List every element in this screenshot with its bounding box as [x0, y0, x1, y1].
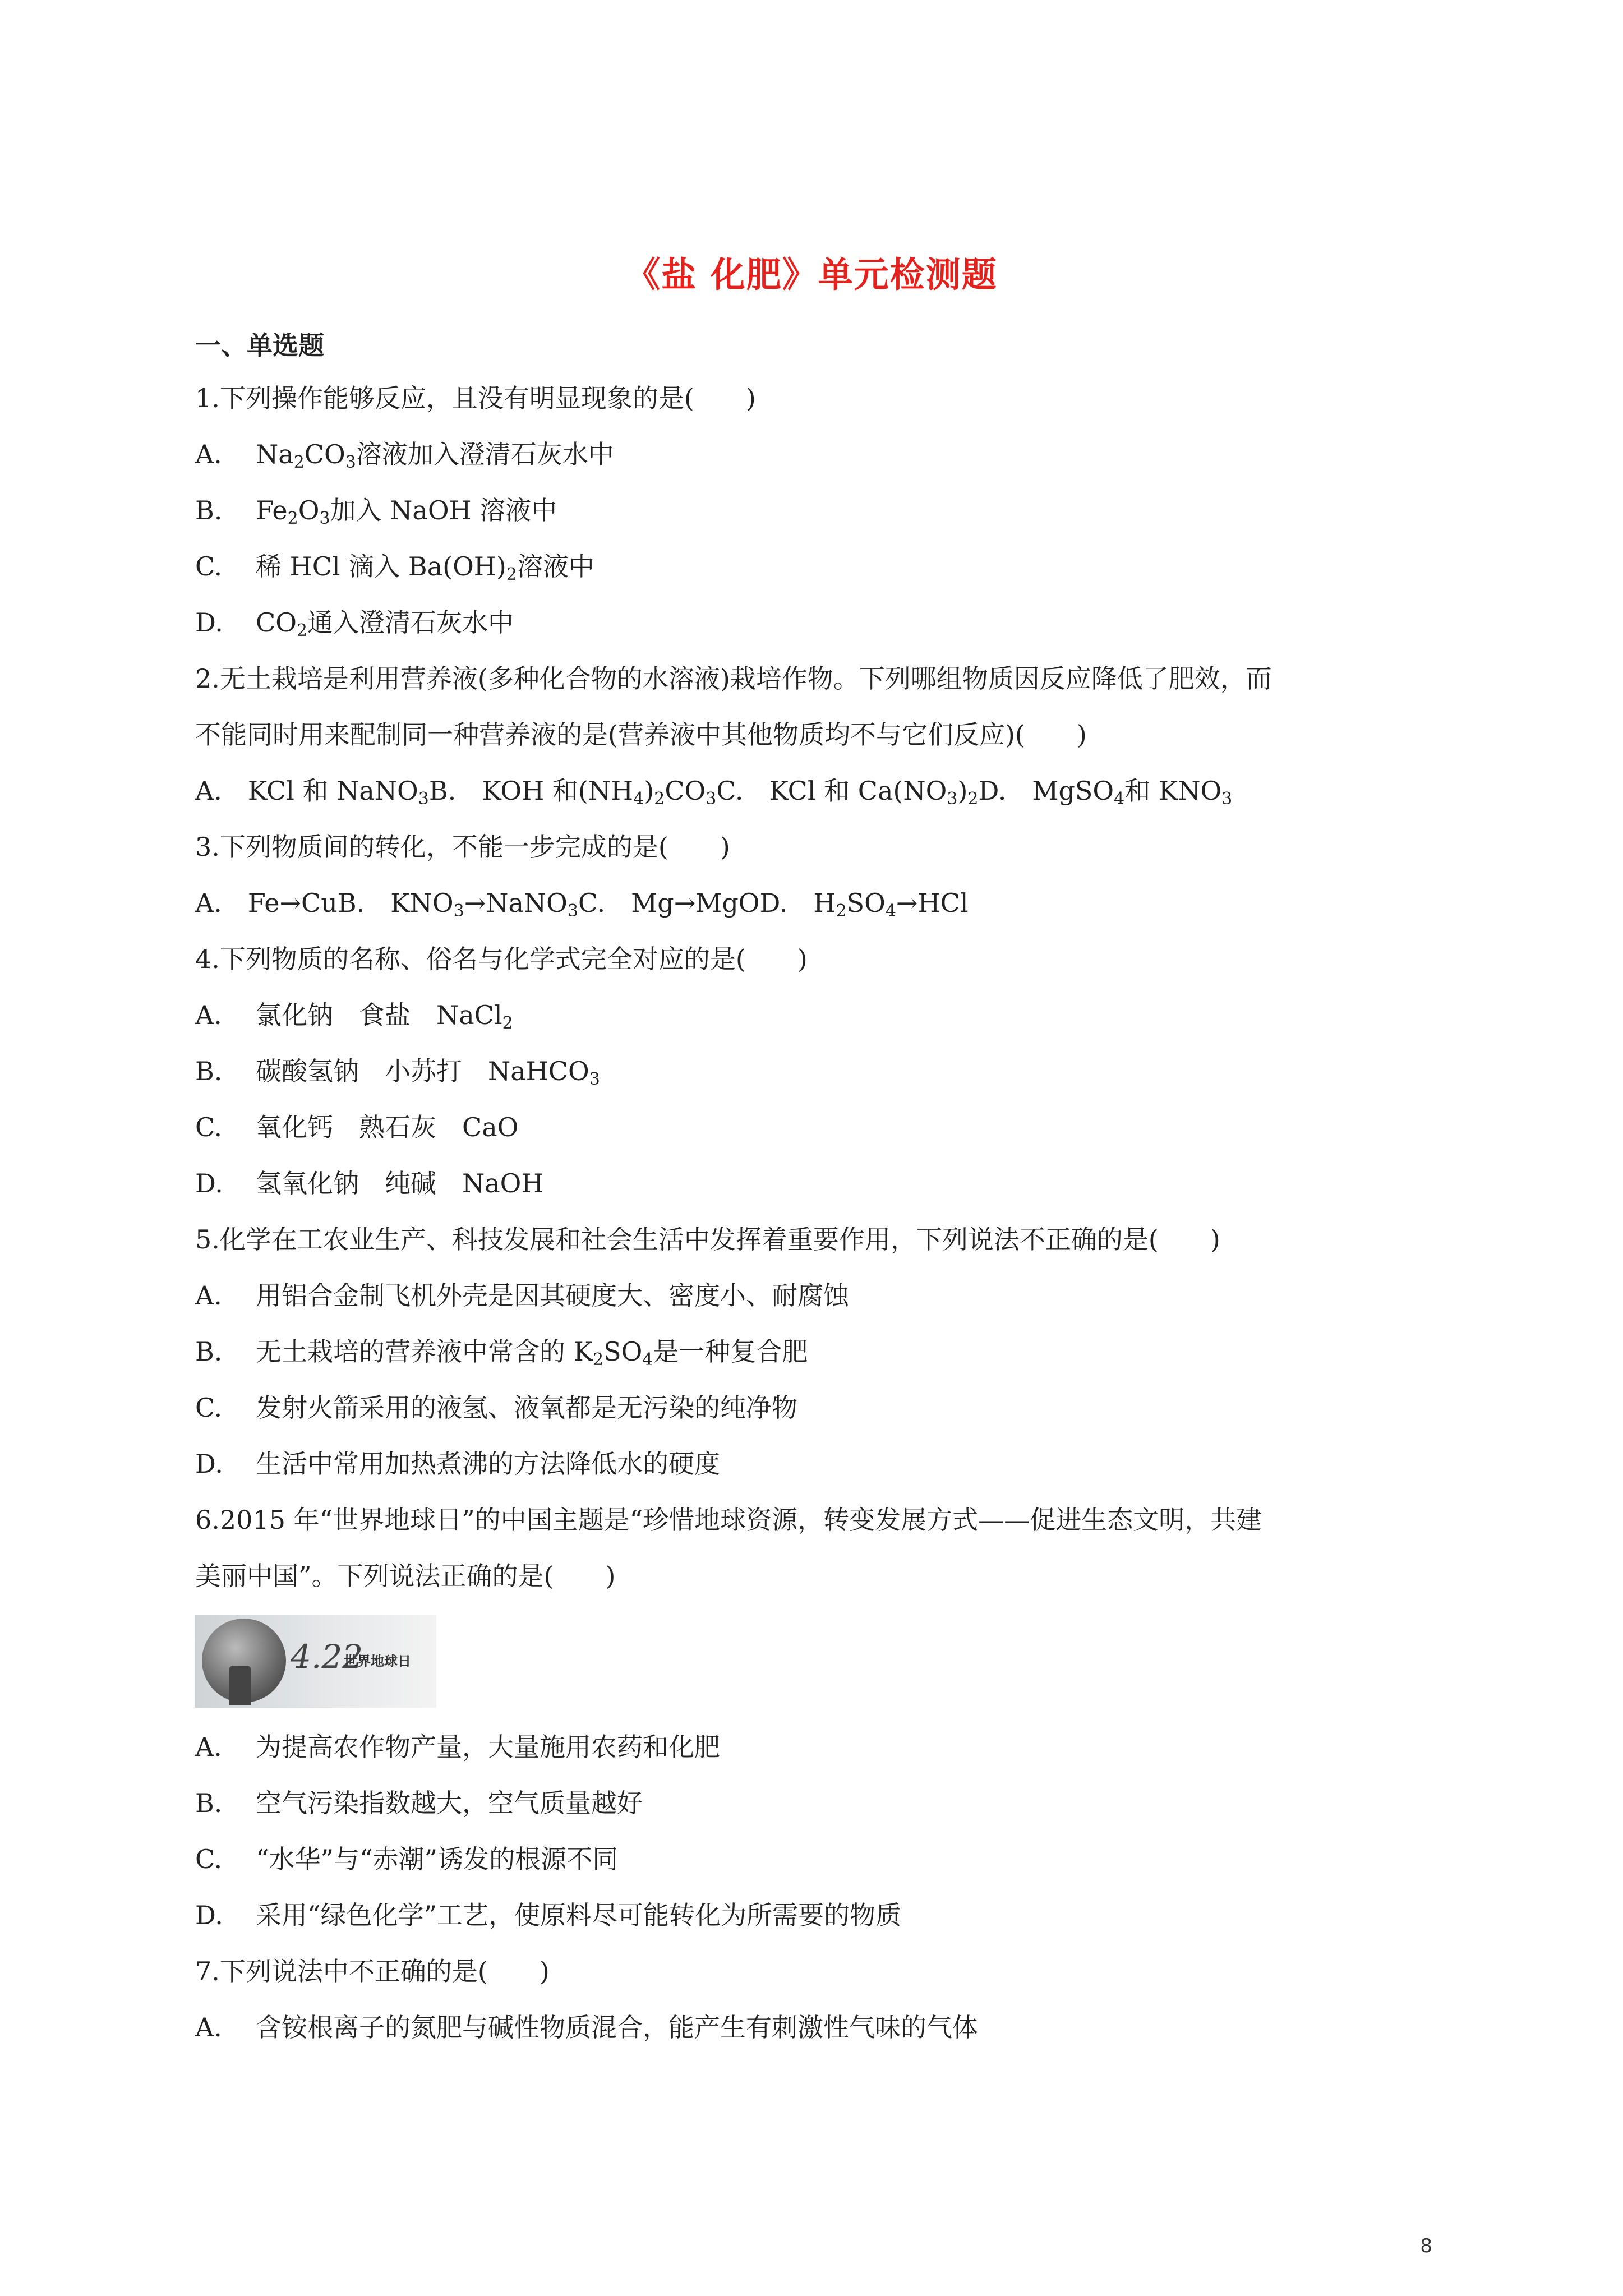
- question-3-option-d[interactable]: D. $H_2SO_4\to HCl$: [759, 888, 969, 921]
- section-heading: 一、单选题: [195, 330, 324, 361]
- question-1-option-a[interactable]: A. $Na_2CO_3$溶液加入澄清石灰水中: [195, 439, 614, 472]
- question-1-option-b[interactable]: B. $Fe_2O_3$加入 NaOH 溶液中: [195, 495, 557, 528]
- question-5-option-a[interactable]: A. 用铝合金制飞机外壳是因其硬度大、密度小、耐腐蚀: [195, 1280, 849, 1311]
- question-4-option-a[interactable]: A. 氯化钠 食盐 NaCl$_2$: [195, 1000, 513, 1033]
- page-number: 8: [1420, 2235, 1432, 2257]
- hand-icon: [229, 1666, 251, 1705]
- question-2-stem-line1: 2.无土栽培是利用营养液(多种化合物的水溶液)栽培作物。下列哪组物质因反应降低了肥效，而: [195, 663, 1272, 694]
- question-3-options[interactable]: [195, 886, 969, 928]
- question-1-option-d[interactable]: D. $CO_2$通入澄清石灰水中: [195, 607, 514, 640]
- earth-day-caption: 世界地球日: [344, 1653, 411, 1669]
- question-2-options[interactable]: [195, 774, 1232, 816]
- question-5-stem: 5.化学在工农业生产、科技发展和社会生活中发挥着重要作用，下列说法不正确的是( ): [195, 1224, 1220, 1255]
- question-2-option-a[interactable]: A. KCl 和 NaNO$_3$: [195, 776, 429, 809]
- question-2-stem-line2: 不能同时用来配制同一种营养液的是(营养液中其他物质均不与它们反应)( ): [195, 720, 1087, 750]
- question-2-option-d[interactable]: D. MgSO$_4$和 $KNO_3$: [978, 776, 1233, 809]
- question-3-option-b[interactable]: B. $KNO_3\to NaNO_3$: [337, 888, 578, 921]
- question-1-stem: 1.下列操作能够反应，且没有明显现象的是( ): [195, 383, 756, 413]
- question-2-option-b[interactable]: B. KOH 和$(NH_4)_2CO_3$: [428, 776, 717, 809]
- question-3-stem: 3.下列物质间的转化，不能一步完成的是( ): [195, 832, 730, 862]
- question-6-option-b[interactable]: B. 空气污染指数越大，空气质量越好: [195, 1788, 643, 1818]
- question-4-stem: 4.下列物质的名称、俗名与化学式完全对应的是( ): [195, 944, 808, 974]
- question-4-option-b[interactable]: B. 碳酸氢钠 小苏打 NaHCO$_3$: [195, 1056, 600, 1089]
- question-7-stem: 7.下列说法中不正确的是( ): [195, 1956, 550, 1986]
- question-6-option-a[interactable]: A. 为提高农作物产量，大量施用农药和化肥: [195, 1732, 720, 1762]
- question-1-option-c[interactable]: C. 稀 HCl 滴入 $Ba(OH)_2$溶液中: [195, 551, 594, 584]
- question-3-option-c[interactable]: C. Mg→MgO: [578, 888, 760, 918]
- page-title: 《盐 化肥》单元检测题: [625, 254, 998, 295]
- question-6-stem-line1: 6.2015 年“世界地球日”的中国主题是“珍惜地球资源，转变发展方式——促进生态文明，共建: [195, 1505, 1262, 1535]
- question-2-option-c[interactable]: C. KCl 和 $Ca(NO_3)_2$: [716, 776, 979, 809]
- question-4-option-d[interactable]: D. 氢氧化钠 纯碱 NaOH: [195, 1168, 544, 1198]
- earth-day-date: 4.22: [291, 1638, 363, 1676]
- earth-day-image: [195, 1615, 436, 1708]
- question-5-option-c[interactable]: C. 发射火箭采用的液氢、液氧都是无污染的纯净物: [195, 1393, 797, 1423]
- question-5-option-b[interactable]: B. 无土栽培的营养液中常含的 $K_2SO_4$是一种复合肥: [195, 1336, 808, 1370]
- question-5-option-d[interactable]: D. 生活中常用加热煮沸的方法降低水的硬度: [195, 1449, 720, 1479]
- question-6-option-d[interactable]: D. 采用“绿色化学”工艺，使原料尽可能转化为所需要的物质: [195, 1900, 902, 1930]
- question-7-option-a[interactable]: A. 含铵根离子的氮肥与碱性物质混合，能产生有刺激性气味的气体: [195, 2012, 978, 2043]
- question-6-option-c[interactable]: C. “水华”与“赤潮”诱发的根源不同: [195, 1844, 619, 1874]
- question-3-option-a[interactable]: A. Fe→Cu: [195, 888, 338, 918]
- question-6-stem-line2: 美丽中国”。下列说法正确的是( ): [195, 1561, 616, 1591]
- question-4-option-c[interactable]: C. 氧化钙 熟石灰 CaO: [195, 1112, 519, 1142]
